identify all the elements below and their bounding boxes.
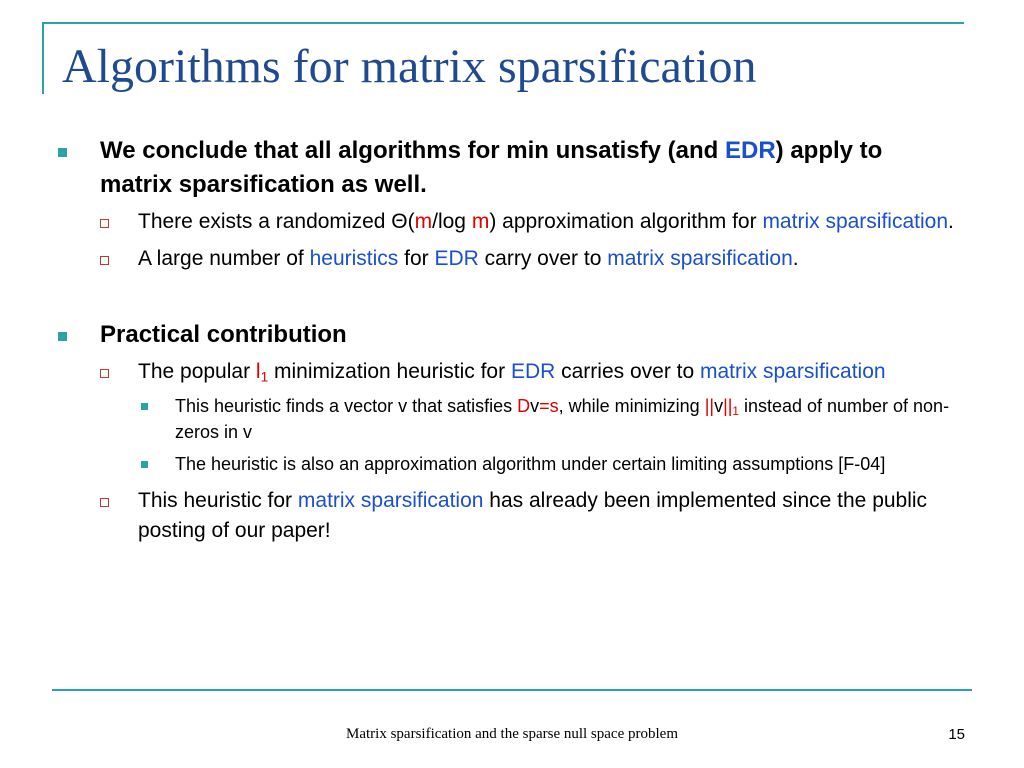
left-border-line xyxy=(42,22,44,94)
subbullet-implemented xyxy=(58,486,958,546)
subbullet-l1-heuristic xyxy=(58,357,958,387)
edr-term: EDR xyxy=(434,247,479,270)
slide-body xyxy=(58,134,958,546)
top-border-line xyxy=(42,22,964,24)
subsubbullet-approximation xyxy=(58,451,958,477)
subsubbullet-vector xyxy=(58,393,958,445)
edr-term: EDR xyxy=(724,137,776,164)
bullet-text: Practical contribution xyxy=(100,321,347,348)
text: This heuristic finds a vector v that satisfies xyxy=(175,396,518,416)
matrix-sparsification-term: matrix sparsification xyxy=(297,489,484,512)
text: has already been implemented since the public posting of our paper! xyxy=(138,489,928,542)
text: A large number of xyxy=(138,247,310,270)
text: carry over to xyxy=(478,247,608,270)
text: v xyxy=(530,396,540,416)
hollow-square-bullet-icon xyxy=(100,369,109,378)
text: /log xyxy=(432,210,472,233)
slide-title: Algorithms for matrix sparsification xyxy=(62,40,757,93)
hollow-square-bullet-icon xyxy=(100,498,109,507)
text: There exists a randomized Θ( xyxy=(138,210,415,233)
subbullet-heuristics xyxy=(58,244,958,274)
bullet-text: We conclude that all algorithms for min unsatisfy (and xyxy=(100,137,725,164)
matrix-sparsification-term: matrix sparsification xyxy=(607,247,793,270)
page-number: 15 xyxy=(948,726,965,743)
bullet-conclusion xyxy=(58,134,958,202)
edr-term: EDR xyxy=(510,360,556,383)
bullet-text: ) apply to matrix sparsification as well. xyxy=(100,137,883,198)
heuristics-term: heuristics xyxy=(309,247,399,270)
text: This heuristic for xyxy=(138,489,298,512)
hollow-square-bullet-icon xyxy=(100,256,109,265)
small-square-bullet-icon xyxy=(141,403,148,410)
text: . xyxy=(948,210,954,233)
text: The heuristic is also an approximation algorithm under certain limiting assumptions [F-04] xyxy=(175,454,886,474)
footer-divider xyxy=(52,689,972,691)
text: v xyxy=(714,396,724,416)
norm-bar-subscript: $||_1$ xyxy=(723,396,739,418)
equals-s-symbol: =s xyxy=(539,396,559,416)
m-symbol: m xyxy=(414,210,433,233)
text: The popular xyxy=(138,360,256,383)
l1-symbol: $l_1$ xyxy=(255,360,269,385)
text: carries over to xyxy=(555,360,700,383)
text: ) approximation algorithm for xyxy=(489,210,763,233)
matrix-sparsification-term: matrix sparsification xyxy=(762,210,948,233)
hollow-square-bullet-icon xyxy=(100,219,109,228)
m-symbol: m xyxy=(471,210,490,233)
text: for xyxy=(398,247,435,270)
d-symbol: D xyxy=(517,396,531,416)
text: , while minimizing xyxy=(558,396,705,416)
bullet-practical-contribution xyxy=(58,318,958,352)
square-bullet-icon xyxy=(58,148,67,157)
subbullet-randomized-approx xyxy=(58,207,958,237)
square-bullet-icon xyxy=(58,332,67,341)
text: minimization heuristic for xyxy=(268,360,511,383)
text: instead of number of non-zeros in v xyxy=(175,396,950,442)
norm-bar: || xyxy=(704,396,715,416)
text: . xyxy=(792,247,799,270)
small-square-bullet-icon xyxy=(141,461,148,468)
matrix-sparsification-term: matrix sparsification xyxy=(700,360,886,383)
footer-caption: Matrix sparsification and the sparse null space problem xyxy=(346,726,678,742)
